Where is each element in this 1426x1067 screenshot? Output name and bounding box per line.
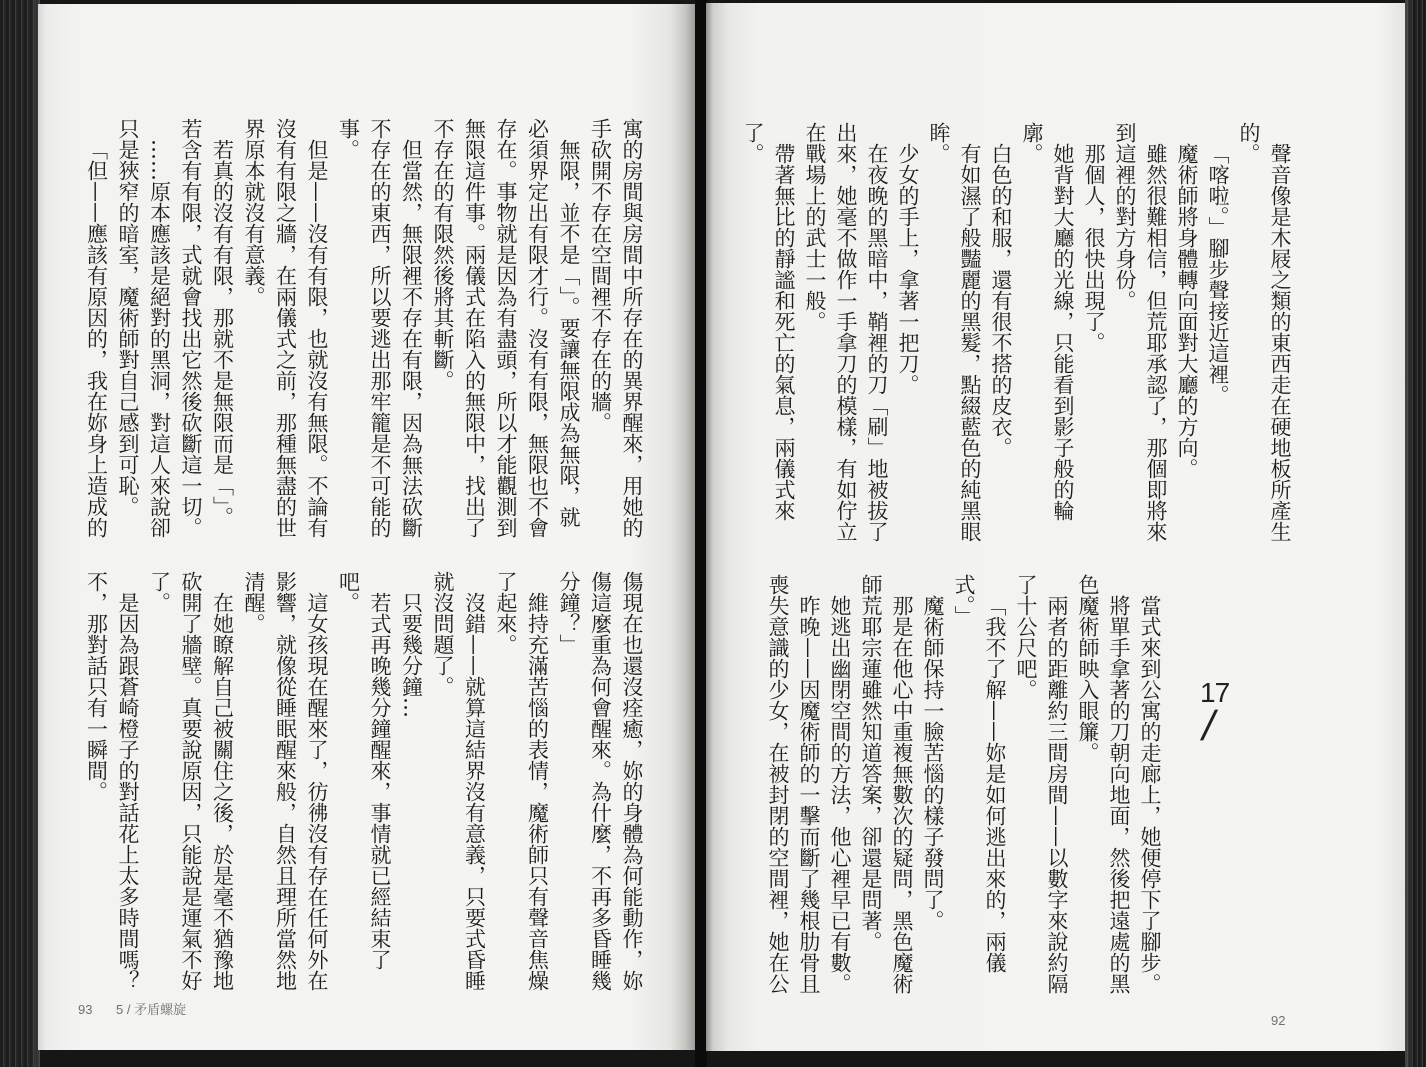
text-column: 將單手拿著的刀朝向地面，然後把遠處的黑 — [1107, 595, 1131, 994]
text-column: 她背對大廳的光線，只能看到影子般的輪 — [1051, 143, 1075, 521]
text-column: 必須界定出有限才行。沒有有限，無限也不會 — [525, 118, 550, 538]
text-column: 帶著無比的靜謐和死亡的氣息，兩儀式來 — [772, 143, 796, 521]
right-page — [706, 3, 1405, 1051]
text-column: 兩者的距離約三間房間——以數字來說約隔 — [1045, 595, 1069, 994]
text-column: 但當然，無限裡不存在有限，因為無法砍斷 — [399, 139, 424, 538]
text-column: 了起來。 — [494, 571, 518, 655]
text-column: 式。」 — [952, 574, 976, 627]
text-column: 清醒。 — [242, 571, 266, 634]
text-column: 「喀啦。」腳步聲接近這裡。 — [1206, 143, 1230, 406]
text-column: 影響，就像從睡眠醒來般，自然且理所當然地 — [273, 571, 298, 991]
text-column: 存在。事物就是因為有盡頭，所以才能觀測到 — [494, 118, 518, 538]
text-column: 了。 — [741, 122, 765, 164]
text-column: 是因為跟蒼崎橙子的對話花上太多時間嗎？ — [116, 592, 140, 991]
text-column: 色魔術師映入眼簾。 — [1076, 574, 1100, 763]
text-column: ……原本應該是絕對的黑洞，對這人來說卻 — [147, 139, 172, 538]
text-column: 界原本就沒有意義。 — [242, 118, 266, 307]
text-column: 若真的沒有有限，那就不是無限而是「」。 — [210, 139, 235, 528]
book-edge-left — [0, 0, 40, 1067]
text-column: 她逃出幽閉空間的方法，他心裡早已有數。 — [828, 595, 852, 994]
text-column: 在戰場上的武士一般。 — [803, 122, 827, 332]
book-edge-right — [1405, 0, 1426, 1067]
text-column: 少女的手上，拿著一把刀。 — [896, 143, 920, 395]
text-column: 就沒問題了。 — [431, 571, 455, 697]
text-column: 傷現在也還沒痊癒，妳的身體為何能動作，妳 — [620, 571, 644, 991]
text-column: 事。 — [336, 118, 361, 160]
text-column: 若含有有限，式就會找出它然後砍斷這一切。 — [179, 118, 203, 538]
text-column: 昨晚——因魔術師的一擊而斷了幾根肋骨且 — [797, 595, 821, 994]
text-column: 若式再晚幾分鐘醒來，事情就已經結束了 — [368, 592, 392, 970]
chapter-heading — [1198, 677, 1246, 749]
text-column: 分鐘？」 — [557, 571, 581, 655]
chapter-number: 17 — [1200, 677, 1230, 708]
text-column: 的。 — [1237, 122, 1261, 164]
text-column: 魔術師將身體轉向面對大廳的方向。 — [1175, 143, 1199, 479]
text-column: 但是——沒有有限，也就沒有無限。不論有 — [305, 139, 329, 538]
text-block-upper — [737, 122, 1295, 546]
text-column: 廓。 — [1020, 122, 1044, 164]
text-column: 喪失意識的少女，在被封閉的空間裡，她在公 — [766, 574, 790, 994]
text-column: 在夜晚的黑暗中，鞘裡的刀「刷」地被拔了 — [865, 143, 889, 542]
text-column: 「我不了解——妳是如何逃出來的，兩儀 — [983, 595, 1007, 973]
text-column: 師荒耶宗蓮雖然知道答案，卻還是問著。 — [859, 574, 883, 952]
text-column: 眸。 — [927, 122, 951, 164]
page-number: 93 — [78, 1002, 93, 1017]
text-column: 在她瞭解自己被關住之後，於是毫不猶豫地 — [210, 592, 235, 991]
text-column: 出來，她毫不做作一手拿刀的模樣，有如佇立 — [834, 122, 858, 542]
text-column: 這女孩現在醒來了，彷彿沒有存在任何外在 — [305, 592, 329, 991]
text-column: 雖然很難相信，但荒耶承認了，那個即將來 — [1144, 143, 1168, 542]
text-column: 維持充滿苦惱的表情，魔術師只有聲音焦燥 — [525, 592, 550, 991]
text-column: 魔術師保持一臉苦惱的樣子發問了。 — [921, 595, 945, 931]
running-title: 5 / 矛盾螺旋 — [116, 1002, 187, 1017]
text-column: 只要幾分鐘… — [399, 592, 424, 718]
text-column: 白色的和服，還有很不搭的皮衣。 — [989, 143, 1013, 458]
text-column: 吧。 — [336, 571, 361, 613]
chapter-slash: / — [1198, 702, 1220, 749]
text-block-lower — [80, 571, 647, 995]
text-column: 手砍開不存在空間裡不存在的牆。 — [588, 118, 613, 433]
text-column: 當式來到公寓的走廊上，她便停下了腳步。 — [1138, 595, 1162, 994]
text-column: 無限這件事。兩儀式在陷入的無限中，找出了 — [462, 118, 487, 538]
text-column: 不存在的東西，所以要逃出那牢籠是不可能的 — [368, 118, 392, 538]
text-column: 有如濕了般豔麗的黑髮，點綴藍色的純黑眼 — [958, 143, 982, 542]
page-number: 92 — [1271, 1013, 1286, 1028]
text-column: 不存在的有限然後將其斬斷。 — [431, 118, 455, 391]
text-column: 聲音像是木屐之類的東西走在硬地板所產生 — [1268, 143, 1292, 542]
text-column: 只是狹窄的暗室，魔術師對自己感到可恥。 — [116, 118, 140, 517]
text-column: 到這裡的對方身份。 — [1113, 122, 1137, 311]
text-column: 寓的房間與房間中所存在的異界醒來，用她的 — [620, 118, 644, 538]
text-column: 砍開了牆壁。真要說原因，只能說是運氣不好 — [179, 571, 203, 991]
text-column: 沒有有限之牆，在兩儀式之前，那種無盡的世 — [273, 118, 298, 538]
text-column: 傷這麼重為何會醒來。為什麼，不再多昏睡幾 — [588, 571, 613, 991]
text-block-lower — [762, 574, 1165, 998]
text-column: 無限，並不是「」。要讓無限成為無限，就 — [557, 139, 581, 528]
text-column: 那個人，很快出現了。 — [1082, 143, 1106, 353]
text-column: 了十公尺吧。 — [1014, 574, 1038, 700]
text-column: 那是在他心中重複無數次的疑問，黑色魔術 — [890, 595, 914, 994]
text-column: 沒錯——就算這結界沒有意義，只要式昏睡 — [462, 592, 487, 991]
text-column: 不，那對話只有一瞬間。 — [84, 571, 109, 802]
left-page — [38, 4, 695, 1050]
text-column: 了。 — [147, 571, 172, 613]
text-column: 「但——應該有原因的，我在妳身上造成的 — [84, 139, 109, 538]
text-block-upper — [80, 118, 647, 542]
